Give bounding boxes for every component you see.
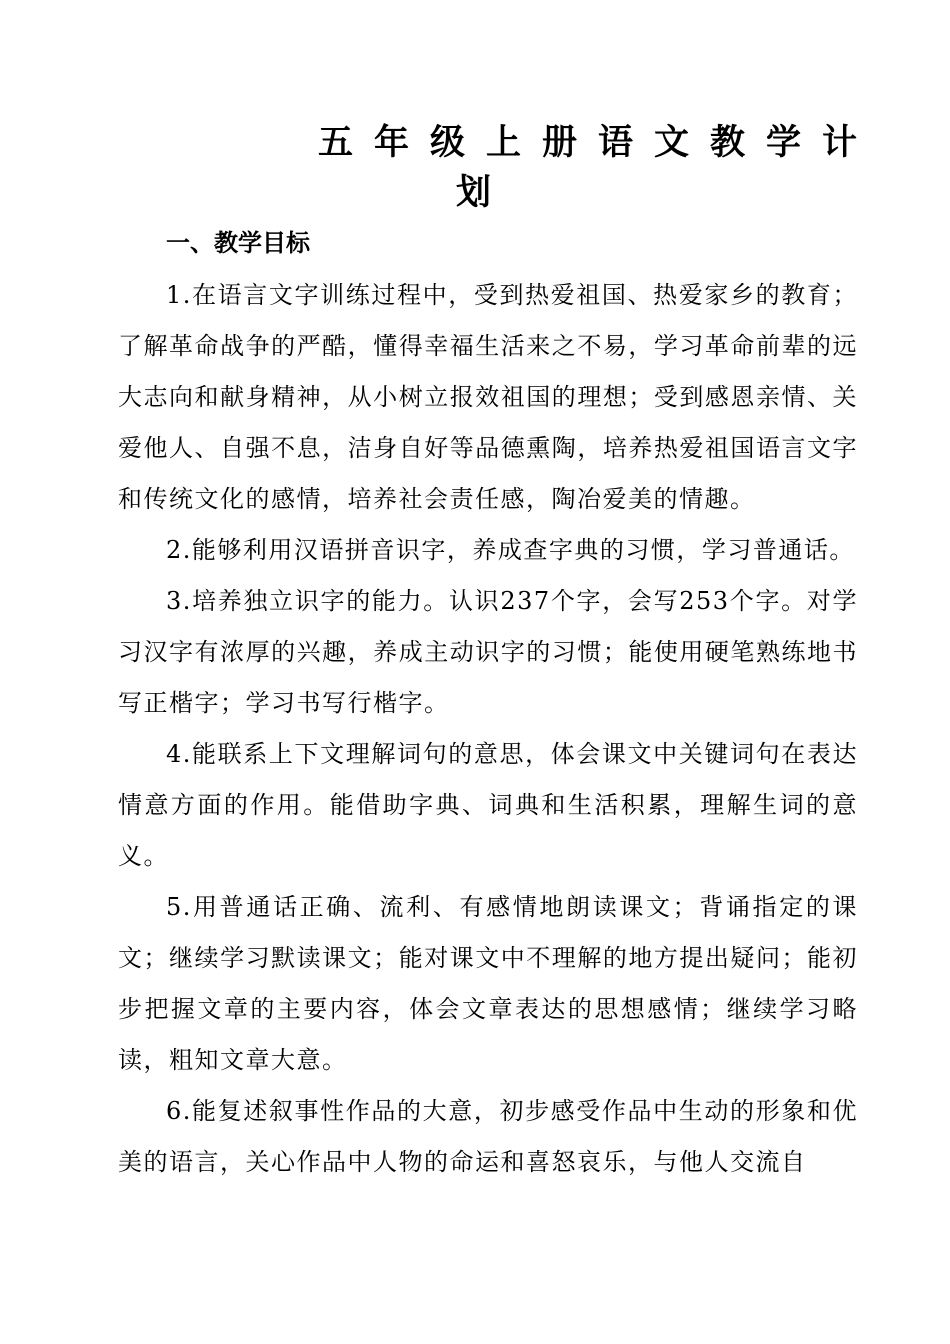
paragraph-goal-3: 3.培养独立识字的能力。认识237个字，会写253个字。对学习汉字有浓厚的兴趣，养成主动识字的习惯；能使用硬笔熟练地书写正楷字；学习书写行楷字。 xyxy=(118,587,858,717)
paragraph-goal-1: 1.在语言文字训练过程中，受到热爱祖国、热爱家乡的教育；了解革命战争的严酷，懂得幸福生活来之不易，学习革命前辈的远大志向和献身精神，从小树立报效祖国的理想；受到感恩亲情、关爱他人、自强不息，洁身自好等品德熏陶，培养热爱祖国语言文字和传统文化的感情，培养社会责任感，陶冶爱美的情趣。 xyxy=(118,281,858,513)
paragraph-goal-5: 5.用普通话正确、流利、有感情地朗读课文；背诵指定的课文；继续学习默读课文；能对课文中不理解的地方提出疑问；能初步把握文章的主要内容，体会文章表达的思想感情；继续学习略读，粗知文章大意。 xyxy=(118,893,858,1074)
document-body xyxy=(118,270,858,1188)
paragraph-goal-2: 2.能够利用汉语拼音识字，养成查字典的习惯，学习普通话。 xyxy=(166,536,855,564)
section-heading-teaching-goals: 一、教学目标 xyxy=(166,229,310,257)
document-title-continuation: 划 xyxy=(456,173,492,213)
paragraph-goal-6: 6.能复述叙事性作品的大意，初步感受作品中生动的形象和优美的语言，关心作品中人物的命运和喜怒哀乐，与他人交流自 xyxy=(118,1097,858,1176)
paragraph-goal-4: 4.能联系上下文理解词句的意思，体会课文中关键词句在表达情意方面的作用。能借助字典、词典和生活积累，理解生词的意义。 xyxy=(118,740,858,870)
document-title: 五年级上册语文教学计 xyxy=(318,123,879,163)
